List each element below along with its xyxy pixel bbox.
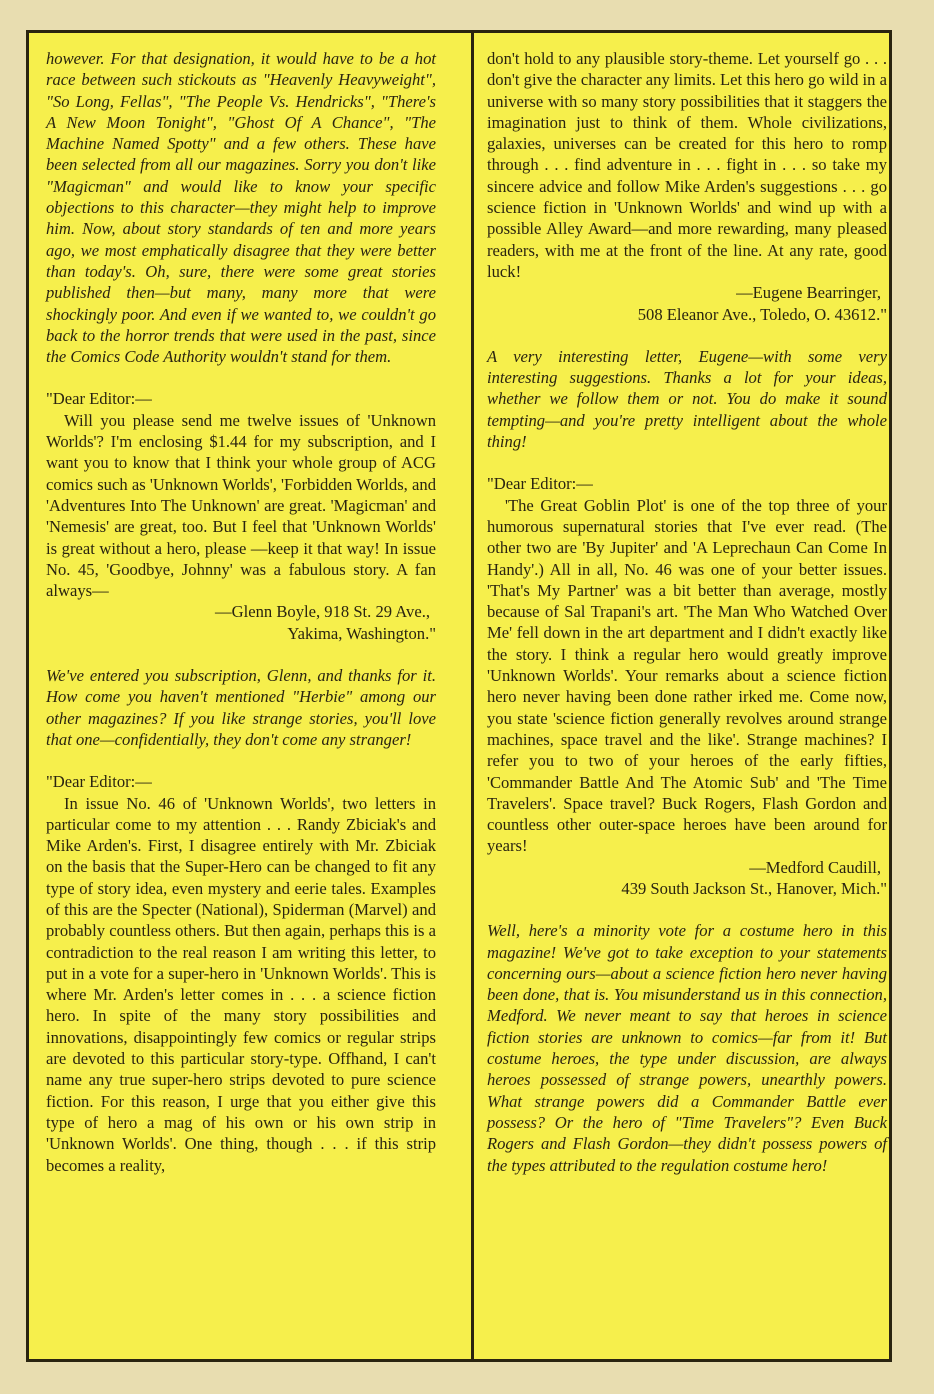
letter-body-medford: 'The Great Goblin Plot' is one of the top three of your humorous supernatural stories that I've ever read. (The other two are 'By Jupiter' and 'A Leprechaun Can Come In Handy'.) All in all, No. 46 was one of your better issues. 'That's My Partner' was a bit better than average, mostly because of Sal Trapani's art. 'The Man Who Watched Over Me' fell down in the art department and I didn't exactly like the story. I think a regular hero would greatly improve 'Unknown Worlds'. Your remarks about a science fiction hero never having been done rather irked me. Come now, you state 'science fiction generally revolves around strange machines, space travel and the like'. Strange machines? I refer you to two of your heroes of the early fifties, 'Commander Battle And The Atomic Sub' and 'The Time Travelers'. Space travel? Buck Rogers, Flash Gordon and countless other outer-space heroes have been around for years! bbox=[487, 495, 887, 856]
letter-signature-glenn-2: Yakima, Washington." bbox=[287, 623, 436, 643]
letter-signature-glenn-1: —Glenn Boyle, 918 St. 29 Ave., bbox=[215, 602, 430, 622]
letter-signature-eugene-2: 508 Eleanor Ave., Toledo, O. 43612." bbox=[637, 304, 887, 324]
left-column bbox=[46, 48, 436, 1176]
letter-body-eugene: In issue No. 46 of 'Unknown Worlds', two letters in particular come to my attention . . . Randy Zbiciak's and Mike Arden's. First, I disagree entirely with Mr. Zbiciak on the basis that the Super-Hero can be changed to fit any type of story idea, even mystery and eerie tales. Examples of this are the Specter (National), Spiderman (Marvel) and probably countless others. But then again, perhaps this is a contradiction to the real reason I am writing this letter, to put in a vote for a super-hero in 'Unknown Worlds'. This is where Mr. Arden's letter comes in . . . a science fiction hero. In spite of the many story possibilities and innovations, disappointingly few comics or regular strips are devoted to this particular story-type. Offhand, I can't name any true super-hero strips devoted to pure science fiction. For this reason, I urge that you either give this type of hero a mag of his own or his own strip in 'Unknown Worlds'. One thing, though . . . if this strip becomes a reality, bbox=[46, 793, 436, 1175]
editor-reply-2: We've entered you subscription, Glenn, and thanks for it. How come you haven't mentioned "Herbie" among our other magazines? If you like strange stories, you'll love that one—confidentially, they don't come any stranger! bbox=[46, 666, 436, 749]
letter-signature-medford-1: —Medford Caudill, bbox=[749, 857, 881, 877]
column-divider bbox=[471, 30, 474, 1362]
right-column bbox=[487, 48, 887, 1176]
letter-signature-eugene-1: —Eugene Bearringer, bbox=[736, 283, 881, 303]
editor-reply-1: however. For that designation, it would have to be a hot race between such stickouts as "Heavenly Heavyweight", "So Long, Fellas", "The People Vs. Hendricks", "There's A New Moon Tonight", "Ghost Of A Chance", "The Machine Named Spotty" and a few others. These have been selected from all our magazines. Sorry you don't like "Magicman" and would like to know your specific objections to this character—they might help to improve him. Now, about story standards of ten and more years ago, we most emphatically disagree that they were better than today's. Oh, sure, there were some great stories published then—but many, many more that were shockingly poor. And even if we wanted to, we couldn't go back to the horror trends that were used in the past, since the Comics Code Authority wouldn't stand for them. bbox=[46, 49, 436, 367]
letter-body-glenn: Will you please send me twelve issues of 'Unknown Worlds'? I'm enclosing $1.44 for my subscription, and I want you to know that I think your whole group of ACG comics such as 'Unknown Worlds', 'Forbidden Worlds, and 'Adventures Into The Unknown' are great. 'Magicman' and 'Nemesis' are great, too. But I feel that 'Unknown Worlds' is great without a hero, please —keep it that way! In issue No. 45, 'Goodbye, Johnny' was a fabulous story. A fan always— bbox=[46, 410, 436, 601]
letter-salutation-eugene: "Dear Editor:— bbox=[46, 772, 152, 792]
letter-signature-medford-2: 439 South Jackson St., Hanover, Mich." bbox=[621, 878, 887, 898]
letter-salutation-medford: "Dear Editor:— bbox=[487, 474, 593, 494]
editor-reply-3: A very interesting letter, Eugene—with some very interesting suggestions. Thanks a lot for your ideas, whether we follow them or not. You do make it sound tempting—and you're pretty intelligent about the whole thing! bbox=[487, 346, 887, 452]
letter-salutation-glenn: "Dear Editor:— bbox=[46, 389, 152, 409]
editor-reply-4: Well, here's a minority vote for a costume hero in this magazine! We've got to take exception to your statements concerning ours—about a science fiction hero never having been done, that is. You misunderstand us in this connection, Medford. We never meant to say that heroes in science fiction stories are unknown to comics—far from it! But costume heroes, the type under discussion, are always heroes possessed of strange powers, unearthly powers. What strange powers did a Commander Battle ever possess? Or the hero of "Time Travelers"? Even Buck Rogers and Flash Gordon—they didn't possess powers of the types attributed to the regulation costume hero! bbox=[487, 921, 887, 1175]
letter-body-eugene-continued: don't hold to any plausible story-theme. Let yourself go . . . don't give the character any limits. Let this hero go wild in a universe with so many story possibilities that it staggers the imagination just to think of them. Whole civilizations, galaxies, universes can be created for this hero to romp through . . . find adventure in . . . fight in . . . so take my sincere advice and follow Mike Arden's suggestions . . . go science fiction in 'Unknown Worlds' and wind up with a possible Alley Award—and more rewarding, many pleased readers, with me at the front of the line. At any rate, good luck! bbox=[487, 49, 887, 281]
